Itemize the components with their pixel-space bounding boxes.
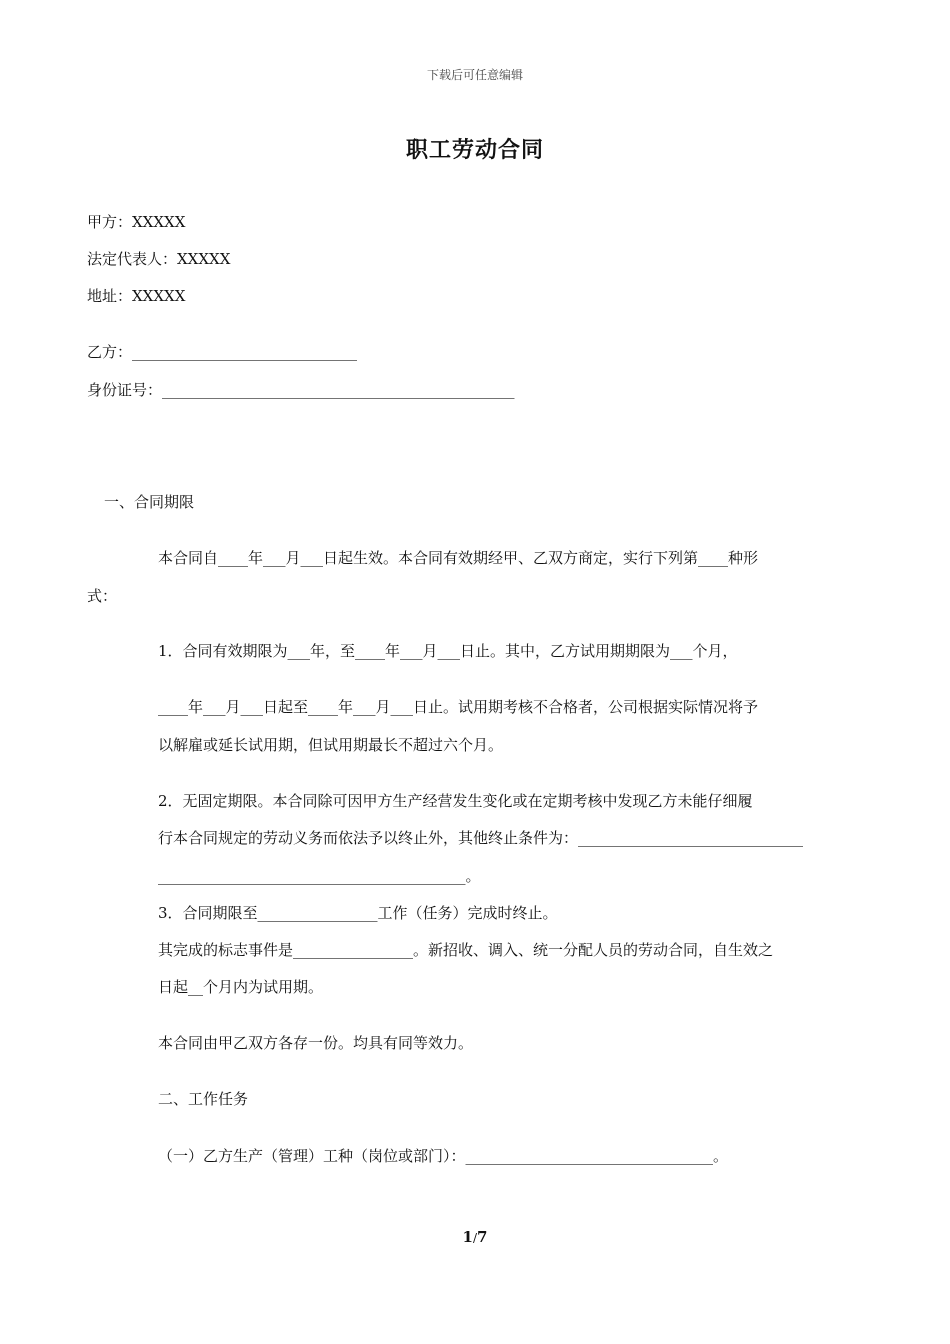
party-b-name: 乙方：______________________________ [87, 343, 358, 361]
party-b-id-number: 身份证号：_______________________________________________ [87, 381, 515, 399]
page-number [0, 1228, 950, 1246]
item-2-line-2: 行本合同规定的劳动义务而依法予以终止外，其他终止条件为：______________________________ [158, 829, 804, 847]
section-1-heading: 一、合同期限 [104, 493, 195, 511]
item-1-line-2: ____年___月___日起至____年___月___日止。试用期考核不合格者，公司根据实际情况将予 [158, 698, 759, 716]
item-1-line-1: 1．合同有效期限为___年，至____年___月___日止。其中，乙方试用期期限为___个月， [158, 642, 738, 660]
section-2-heading: 二、工作任务 [158, 1090, 249, 1108]
item-3-line-2: 其完成的标志事件是________________。新招收、调入、统一分配人员的劳动合同，自生效之 [158, 941, 774, 959]
item-2-line-1: 2．无固定期限。本合同除可因甲方生产经营发生变化或在定期考核中发现乙方未能仔细履 [158, 792, 753, 810]
party-a-address: 地址：XXXXX [87, 287, 186, 305]
item-3-line-1: 3．合同期限至________________工作（任务）完成时终止。 [158, 904, 558, 922]
document-title: 职工劳动合同 [405, 137, 544, 163]
header-note: 下载后可任意编辑 [426, 68, 523, 82]
section-1-intro-line-1: 本合同自____年___月___日起生效。本合同有效期经甲、乙双方商定，实行下列第____种形 [158, 549, 759, 567]
page-total: 7 [477, 1228, 488, 1246]
section-2-item-1: （一）乙方生产（管理）工种（岗位或部门）：_________________________________。 [158, 1147, 729, 1165]
party-a-representative: 法定代表人：XXXXX [87, 250, 231, 268]
page-current: 1 [462, 1228, 473, 1246]
page-separator: / [472, 1231, 478, 1245]
party-a-name: 甲方：XXXXX [87, 213, 186, 231]
item-2-line-3: _________________________________________。 [158, 867, 481, 885]
item-1-line-3: 以解雇或延长试用期，但试用期最长不超过六个月。 [158, 736, 504, 754]
section-1-intro-line-2: 式： [87, 587, 118, 605]
copies-statement: 本合同由甲乙双方各存一份。均具有同等效力。 [158, 1034, 474, 1052]
item-3-line-3: 日起__个月内为试用期。 [158, 978, 324, 996]
